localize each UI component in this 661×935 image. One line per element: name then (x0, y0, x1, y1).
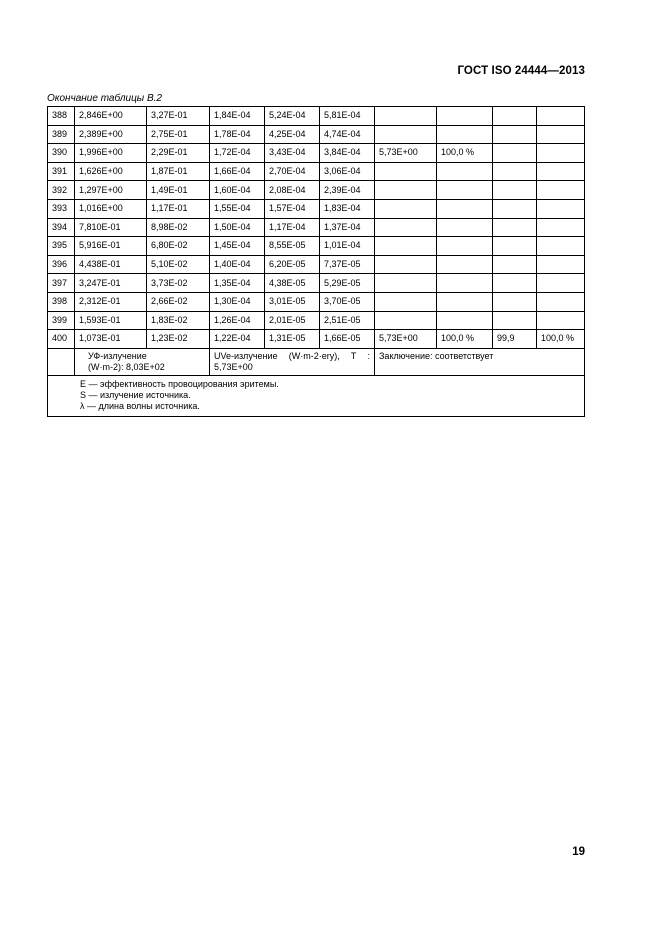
table-cell (437, 125, 493, 144)
table-cell (375, 292, 437, 311)
table-cell: 389 (48, 125, 75, 144)
table-cell: 5,24E-04 (265, 107, 320, 126)
table-cell: 1,01E-04 (320, 237, 375, 256)
table-cell: 4,25E-04 (265, 125, 320, 144)
table-cell: 400 (48, 330, 75, 349)
table-cell (437, 199, 493, 218)
table-cell (437, 255, 493, 274)
table-cell: 1,17E-01 (147, 199, 210, 218)
table-cell (437, 311, 493, 330)
uv-radiation-cell (75, 348, 210, 375)
table-cell (375, 181, 437, 200)
table-cell: 2,66E-02 (147, 292, 210, 311)
table-cell: 99,9 (493, 330, 537, 349)
table-footer (48, 348, 585, 416)
table-cell: 3,247E-01 (75, 274, 147, 293)
table-cell (537, 255, 585, 274)
table-cell (493, 199, 537, 218)
table-cell: 1,49E-01 (147, 181, 210, 200)
table-cell: 1,50E-04 (210, 218, 265, 237)
table-cell: 392 (48, 181, 75, 200)
table-row (48, 255, 585, 274)
table-cell (537, 311, 585, 330)
document-code: ГОСТ ISO 24444—2013 (457, 65, 585, 77)
table-cell (493, 218, 537, 237)
table-cell (493, 107, 537, 126)
table-cell: 1,22E-04 (210, 330, 265, 349)
table-row (48, 162, 585, 181)
table-cell: 100,0 % (437, 144, 493, 163)
table-cell: 396 (48, 255, 75, 274)
table-cell: 393 (48, 199, 75, 218)
table-cell: 1,84E-04 (210, 107, 265, 126)
table-cell: 1,073E-01 (75, 330, 147, 349)
table-cell: 1,593E-01 (75, 311, 147, 330)
table-cell: 1,297E+00 (75, 181, 147, 200)
table-cell: 2,08E-04 (265, 181, 320, 200)
table-cell: 5,73E+00 (375, 330, 437, 349)
table-row (48, 311, 585, 330)
table-row (48, 107, 585, 126)
table-cell: 3,84E-04 (320, 144, 375, 163)
page-number: 19 (572, 846, 585, 858)
table-cell (437, 181, 493, 200)
table-cell: 5,29E-05 (320, 274, 375, 293)
table-cell: 5,81E-04 (320, 107, 375, 126)
table-cell: 3,27E-01 (147, 107, 210, 126)
table-cell: 4,38E-05 (265, 274, 320, 293)
table-cell: 1,66E-05 (320, 330, 375, 349)
table-cell: 1,87E-01 (147, 162, 210, 181)
table-cell: 398 (48, 292, 75, 311)
table-cell (537, 292, 585, 311)
table-cell: 2,70E-04 (265, 162, 320, 181)
table-cell: 1,40E-04 (210, 255, 265, 274)
table-cell: 1,55E-04 (210, 199, 265, 218)
table-row (48, 274, 585, 293)
uve-radiation-cell (210, 348, 375, 375)
table-cell (493, 311, 537, 330)
table-cell: 100,0 % (437, 330, 493, 349)
table-cell (493, 162, 537, 181)
table-cell: 1,31E-05 (265, 330, 320, 349)
summary-empty-cell (48, 348, 75, 375)
uv-radiation-label: УФ-излучение (88, 350, 147, 361)
table-cell (437, 274, 493, 293)
uv-radiation-value: (W·m-2): 8,03E+02 (88, 361, 165, 372)
table-cell: 2,389E+00 (75, 125, 147, 144)
conclusion-text: Заключение: соответствует (379, 350, 494, 361)
table-body (48, 107, 585, 349)
table-cell (437, 162, 493, 181)
table-cell (537, 162, 585, 181)
table-cell: 100,0 % (537, 330, 585, 349)
table-cell: 1,60E-04 (210, 181, 265, 200)
table-cell: 2,51E-05 (320, 311, 375, 330)
table-cell: 3,43E-04 (265, 144, 320, 163)
table-cell: 5,916E-01 (75, 237, 147, 256)
table-cell: 1,37E-04 (320, 218, 375, 237)
table-cell (375, 199, 437, 218)
table-cell: 4,74E-04 (320, 125, 375, 144)
table-cell: 2,75E-01 (147, 125, 210, 144)
table-cell: 1,26E-04 (210, 311, 265, 330)
table-cell (493, 237, 537, 256)
table-cell (537, 125, 585, 144)
table-cell (493, 125, 537, 144)
table-cell (537, 107, 585, 126)
table-cell: 1,30E-04 (210, 292, 265, 311)
note-line: λ — длина волны источника. (80, 401, 200, 412)
table-cell: 3,73E-02 (147, 274, 210, 293)
table-cell: 2,39E-04 (320, 181, 375, 200)
data-table (47, 106, 585, 417)
table-cell: 5,73E+00 (375, 144, 437, 163)
table-cell (375, 237, 437, 256)
table-cell: 2,29E-01 (147, 144, 210, 163)
table-cell: 6,80E-02 (147, 237, 210, 256)
table-cell: 1,72E-04 (210, 144, 265, 163)
table-cell (493, 255, 537, 274)
table-cell: 394 (48, 218, 75, 237)
table-caption: Окончание таблицы В.2 (47, 93, 162, 104)
table-cell (375, 125, 437, 144)
table-cell: 1,45E-04 (210, 237, 265, 256)
table-cell: 7,810E-01 (75, 218, 147, 237)
table-cell: 1,016E+00 (75, 199, 147, 218)
table-cell (493, 274, 537, 293)
uve-radiation-label: UVe-излучение (W·m-2·ery), T : (214, 350, 370, 361)
table-cell: 3,06E-04 (320, 162, 375, 181)
table-row (48, 218, 585, 237)
table-cell: 1,57E-04 (265, 199, 320, 218)
table-row (48, 125, 585, 144)
table-cell (437, 292, 493, 311)
table-cell: 1,626E+00 (75, 162, 147, 181)
table-cell (493, 181, 537, 200)
table-cell: 399 (48, 311, 75, 330)
table-cell: 1,66E-04 (210, 162, 265, 181)
table-row (48, 292, 585, 311)
table-cell (375, 107, 437, 126)
table-cell: 391 (48, 162, 75, 181)
table-cell (375, 311, 437, 330)
table-cell: 397 (48, 274, 75, 293)
table-cell (493, 292, 537, 311)
table-cell: 1,996E+00 (75, 144, 147, 163)
table-cell: 7,37E-05 (320, 255, 375, 274)
summary-row (48, 348, 585, 375)
table-cell (375, 162, 437, 181)
table-cell: 8,98E-02 (147, 218, 210, 237)
table-cell (493, 144, 537, 163)
table-cell: 395 (48, 237, 75, 256)
table-cell: 390 (48, 144, 75, 163)
table-cell: 5,10E-02 (147, 255, 210, 274)
table-cell: 1,78E-04 (210, 125, 265, 144)
table-cell (437, 218, 493, 237)
table-cell: 2,846E+00 (75, 107, 147, 126)
table-cell: 6,20E-05 (265, 255, 320, 274)
note-line: E — эффективность провоцирования эритемы. (80, 378, 279, 389)
table-cell (537, 181, 585, 200)
table-row (48, 330, 585, 349)
table-cell: 1,83E-02 (147, 311, 210, 330)
table-cell: 3,01E-05 (265, 292, 320, 311)
table-cell (437, 107, 493, 126)
table-cell (537, 199, 585, 218)
uve-radiation-value: 5,73E+00 (214, 361, 253, 372)
table-cell (375, 218, 437, 237)
table-cell: 2,312E-01 (75, 292, 147, 311)
table-cell: 2,01E-05 (265, 311, 320, 330)
table-row (48, 181, 585, 200)
table-cell (537, 144, 585, 163)
table-row (48, 237, 585, 256)
table-cell: 1,23E-02 (147, 330, 210, 349)
table-cell: 1,17E-04 (265, 218, 320, 237)
table-cell (537, 274, 585, 293)
table-cell (537, 237, 585, 256)
table-cell (437, 237, 493, 256)
table-cell: 1,83E-04 (320, 199, 375, 218)
table-row (48, 144, 585, 163)
table-cell: 1,35E-04 (210, 274, 265, 293)
table-cell: 3,70E-05 (320, 292, 375, 311)
table-row (48, 199, 585, 218)
table-cell: 4,438E-01 (75, 255, 147, 274)
table-cell (375, 255, 437, 274)
notes-row (48, 375, 585, 416)
table-cell: 388 (48, 107, 75, 126)
notes-cell (48, 375, 585, 416)
note-line: S — излучение источника. (80, 390, 191, 401)
table-cell (537, 218, 585, 237)
table-cell: 8,55E-05 (265, 237, 320, 256)
table-cell (375, 274, 437, 293)
conclusion-cell (375, 348, 585, 375)
